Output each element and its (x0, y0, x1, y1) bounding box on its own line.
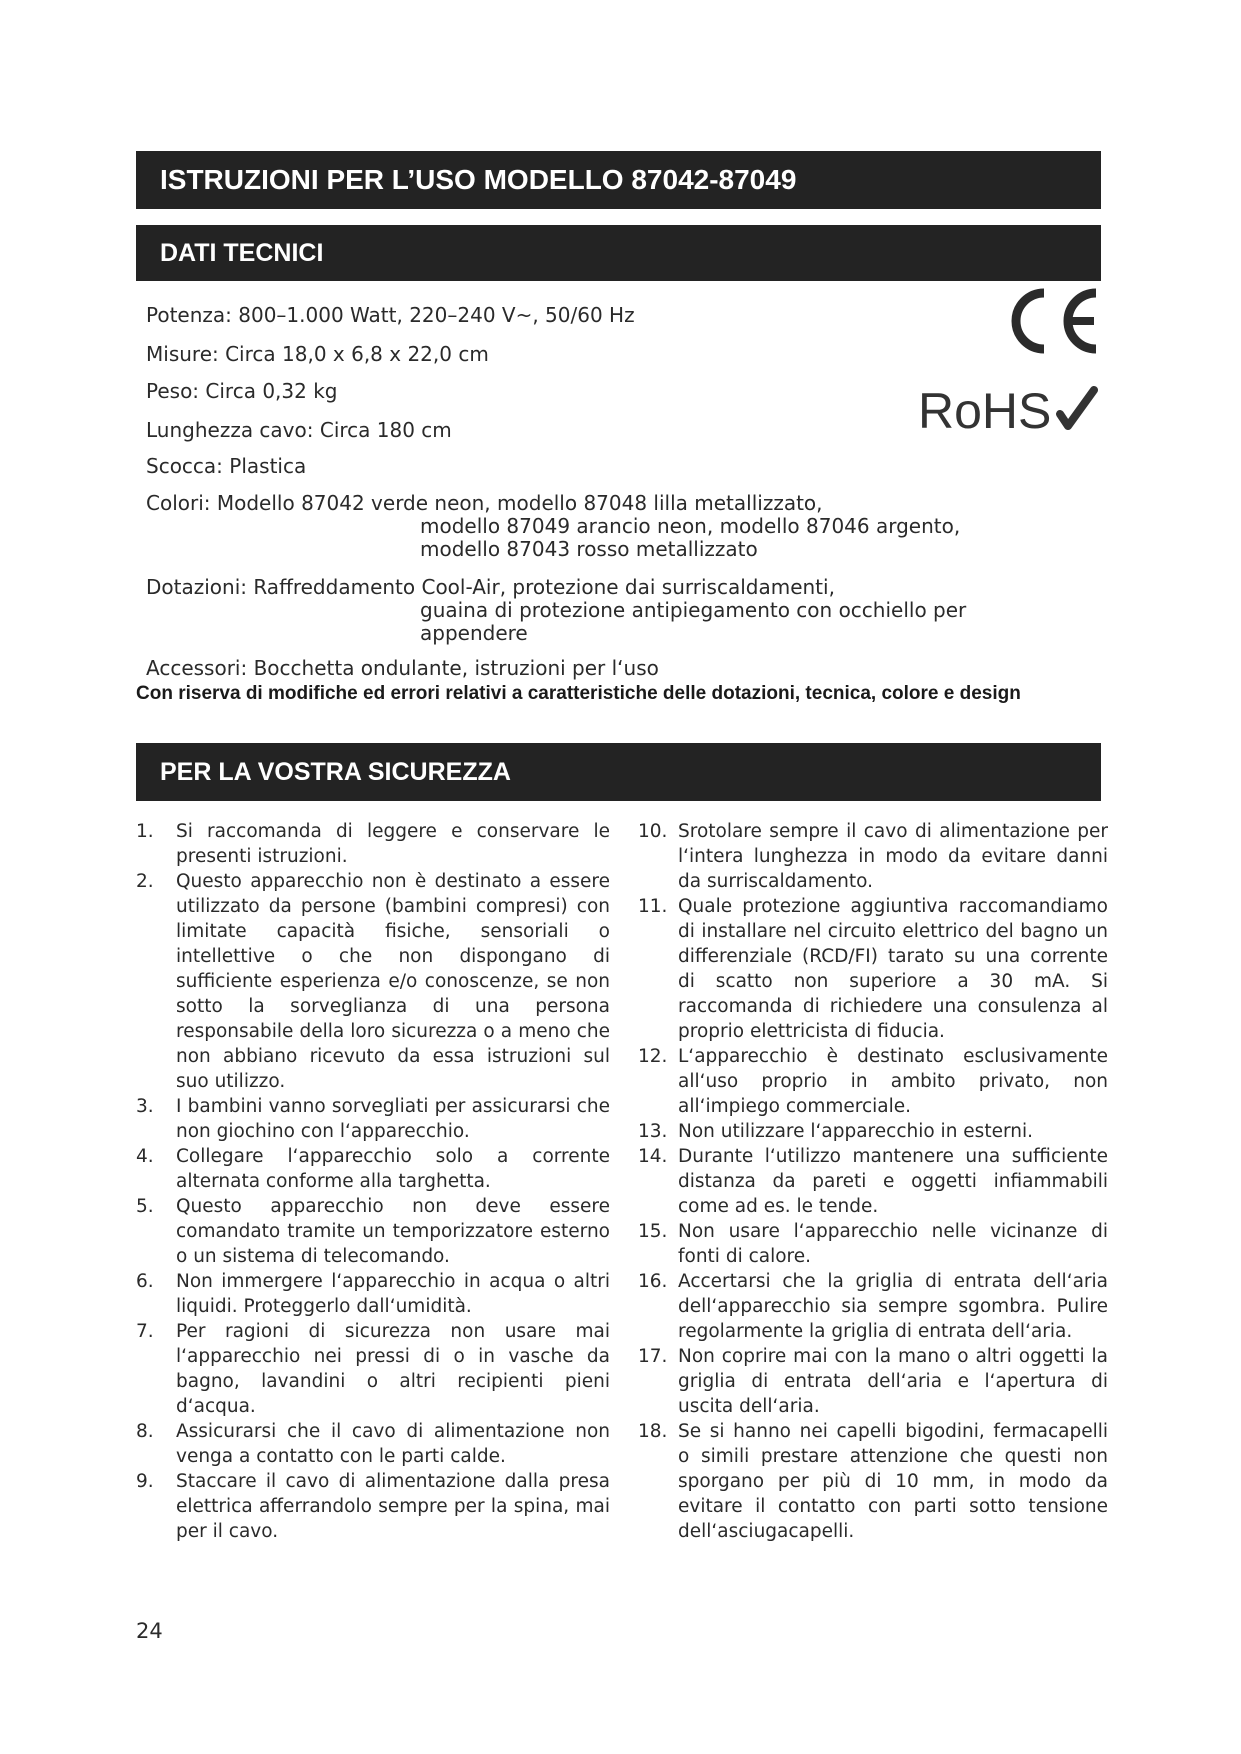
safety-item (638, 1269, 1108, 1344)
spec-scocca: Scocca: Plastica (146, 454, 307, 478)
safety-item-text: Questo apparecchio non è destinato a essere utilizzato da persone (bambini compresi) con limitate capacità fisiche, sensoriali o intellettive o che non dispongano di sufficiente esperienza e/o conoscenze, se non sotto la sorveglianza di una persona responsabile della loro sicurezza o a meno che non abbiano ricevuto da essa istruzioni sul suo utilizzo. (176, 871, 610, 1092)
safety-item (136, 1469, 610, 1544)
section-heading-sicurezza (136, 743, 1101, 801)
section-heading-dati-tecnici (136, 225, 1101, 281)
safety-item (638, 1144, 1108, 1219)
safety-item (638, 894, 1108, 1044)
safety-item-number: 6. (136, 1271, 154, 1292)
safety-item (638, 1119, 1108, 1144)
safety-item (136, 819, 610, 869)
spec-colori (146, 492, 960, 561)
safety-item-text: Non usare l‘apparecchio nelle vicinanze di fonti di calore. (678, 1221, 1108, 1267)
safety-item-text: Non immergere l‘apparecchio in acqua o altri liquidi. Proteggerlo dall‘umidità. (176, 1271, 610, 1317)
safety-item-text: Accertarsi che la griglia di entrata dell‘aria dell‘apparecchio sia sempre sgombra. Pulire regolarmente la griglia di entrata dell‘aria. (678, 1271, 1108, 1342)
safety-item-number: 3. (136, 1096, 154, 1117)
safety-item-text: L‘apparecchio è destinato esclusivamente all‘uso proprio in ambito privato, non all‘impiego commerciale. (678, 1046, 1108, 1117)
safety-item-number: 18. (638, 1421, 668, 1442)
safety-item-text: I bambini vanno sorvegliati per assicurarsi che non giochino con l‘apparecchio. (176, 1096, 610, 1142)
safety-item-number: 13. (638, 1121, 668, 1142)
safety-item-text: Non coprire mai con la mano o altri oggetti la griglia di entrata dell‘aria e l‘apertura di uscita dell‘aria. (678, 1346, 1108, 1417)
spec-dotazioni (146, 576, 966, 645)
safety-item-number: 10. (638, 821, 668, 842)
safety-item-text: Assicurarsi che il cavo di alimentazione non venga a contatto con le parti calde. (176, 1421, 610, 1467)
spec-dotazioni-line-2: guaina di protezione antipiegamento con occhiello per (420, 598, 967, 622)
safety-item (136, 1194, 610, 1269)
safety-item-text: Collegare l‘apparecchio solo a corrente alternata conforme alla targhetta. (176, 1146, 610, 1192)
safety-item-text: Questo apparecchio non deve essere comandato tramite un temporizzatore esterno o un sistema di telecomando. (176, 1196, 610, 1267)
safety-item (638, 1419, 1108, 1544)
spec-accessori: Accessori: Bocchetta ondulante, istruzioni per l‘uso (146, 656, 659, 680)
safety-item-text: Per ragioni di sicurezza non usare mai l‘apparecchio nei pressi di o in vasche da bagno, lavandini o altri recipienti pieni d‘acqua. (176, 1321, 610, 1417)
spec-colori-line-2: modello 87049 arancio neon, modello 87046 argento, (420, 514, 961, 538)
safety-item-number: 16. (638, 1271, 668, 1292)
rohs-text: RoHS (918, 384, 1052, 434)
safety-item-number: 14. (638, 1146, 668, 1167)
spec-cavo: Lunghezza cavo: Circa 180 cm (146, 418, 452, 442)
safety-item-number: 4. (136, 1146, 154, 1167)
safety-item-number: 15. (638, 1221, 668, 1242)
ce-mark-logo (1004, 285, 1100, 357)
safety-item (136, 1419, 610, 1469)
safety-list-left (136, 819, 610, 1544)
document-title: ISTRUZIONI PER L’USO MODELLO 87042-87049 (160, 164, 797, 195)
spec-dotazioni-line-1: Dotazioni: Raffreddamento Cool-Air, protezione dai surriscaldamenti, (146, 575, 835, 599)
spec-potenza: Potenza: 800–1.000 Watt, 220–240 V~, 50/60 Hz (146, 303, 635, 327)
dati-tecnici-heading: DATI TECNICI (160, 238, 324, 267)
safety-item (136, 1094, 610, 1144)
safety-item (136, 869, 610, 1094)
spec-dotazioni-line-3: appendere (420, 621, 528, 645)
spec-peso: Peso: Circa 0,32 kg (146, 379, 338, 403)
sicurezza-heading: PER LA VOSTRA SICUREZZA (160, 757, 511, 786)
safety-item-text: Si raccomanda di leggere e conservare le presenti istruzioni. (176, 821, 610, 867)
safety-item-text: Se si hanno nei capelli bigodini, fermacapelli o simili prestare attenzione che questi non sporgano per più di 10 mm, in modo da evitare il contatto con parti sotto tensione dell‘asciugacapelli. (678, 1421, 1108, 1542)
safety-item (136, 1319, 610, 1419)
check-icon (1060, 390, 1094, 426)
safety-item-number: 1. (136, 821, 154, 842)
safety-item (638, 819, 1108, 894)
safety-item-number: 7. (136, 1321, 154, 1342)
rohs-mark-logo (918, 384, 1098, 434)
safety-item-number: 12. (638, 1046, 668, 1067)
safety-item-text: Durante l‘utilizzo mantenere una sufficiente distanza da pareti e oggetti infiammabili come ad es. le tende. (678, 1146, 1108, 1217)
spec-colori-line-1: Colori: Modello 87042 verde neon, modello 87048 lilla metallizzato, (146, 491, 823, 515)
safety-item-number: 2. (136, 871, 154, 892)
safety-item-number: 11. (638, 896, 668, 917)
safety-list-right (638, 819, 1108, 1544)
safety-item-number: 9. (136, 1471, 154, 1492)
safety-item-text: Quale protezione aggiuntiva raccomandiamo di installare nel circuito elettrico del bagno un differenziale (RCD/FI) tarato su una corrente di scatto non superiore a 30 mA. Si raccomanda di richiedere una consulenza al proprio elettricista di fiducia. (678, 896, 1108, 1042)
safety-item (638, 1344, 1108, 1419)
spec-colori-line-3: modello 87043 rosso metallizzato (420, 537, 758, 561)
safety-item-text: Srotolare sempre il cavo di alimentazione per l‘intera lunghezza in modo da evitare danni da surriscaldamento. (678, 821, 1108, 892)
disclaimer-note: Con riserva di modifiche ed errori relativi a caratteristiche delle dotazioni, tecnica, colore e design (136, 683, 1021, 704)
safety-item-number: 17. (638, 1346, 668, 1367)
safety-item-text: Non utilizzare l‘apparecchio in esterni. (678, 1121, 1033, 1142)
safety-item (638, 1219, 1108, 1269)
safety-item (638, 1044, 1108, 1119)
document-title-bar (136, 151, 1101, 209)
page-number: 24 (136, 1619, 163, 1643)
safety-item (136, 1144, 610, 1194)
safety-item-number: 5. (136, 1196, 154, 1217)
safety-item-number: 8. (136, 1421, 154, 1442)
spec-misure: Misure: Circa 18,0 x 6,8 x 22,0 cm (146, 342, 489, 366)
safety-item-text: Staccare il cavo di alimentazione dalla presa elettrica afferrandolo sempre per la spina, mai per il cavo. (176, 1471, 610, 1542)
safety-item (136, 1269, 610, 1319)
